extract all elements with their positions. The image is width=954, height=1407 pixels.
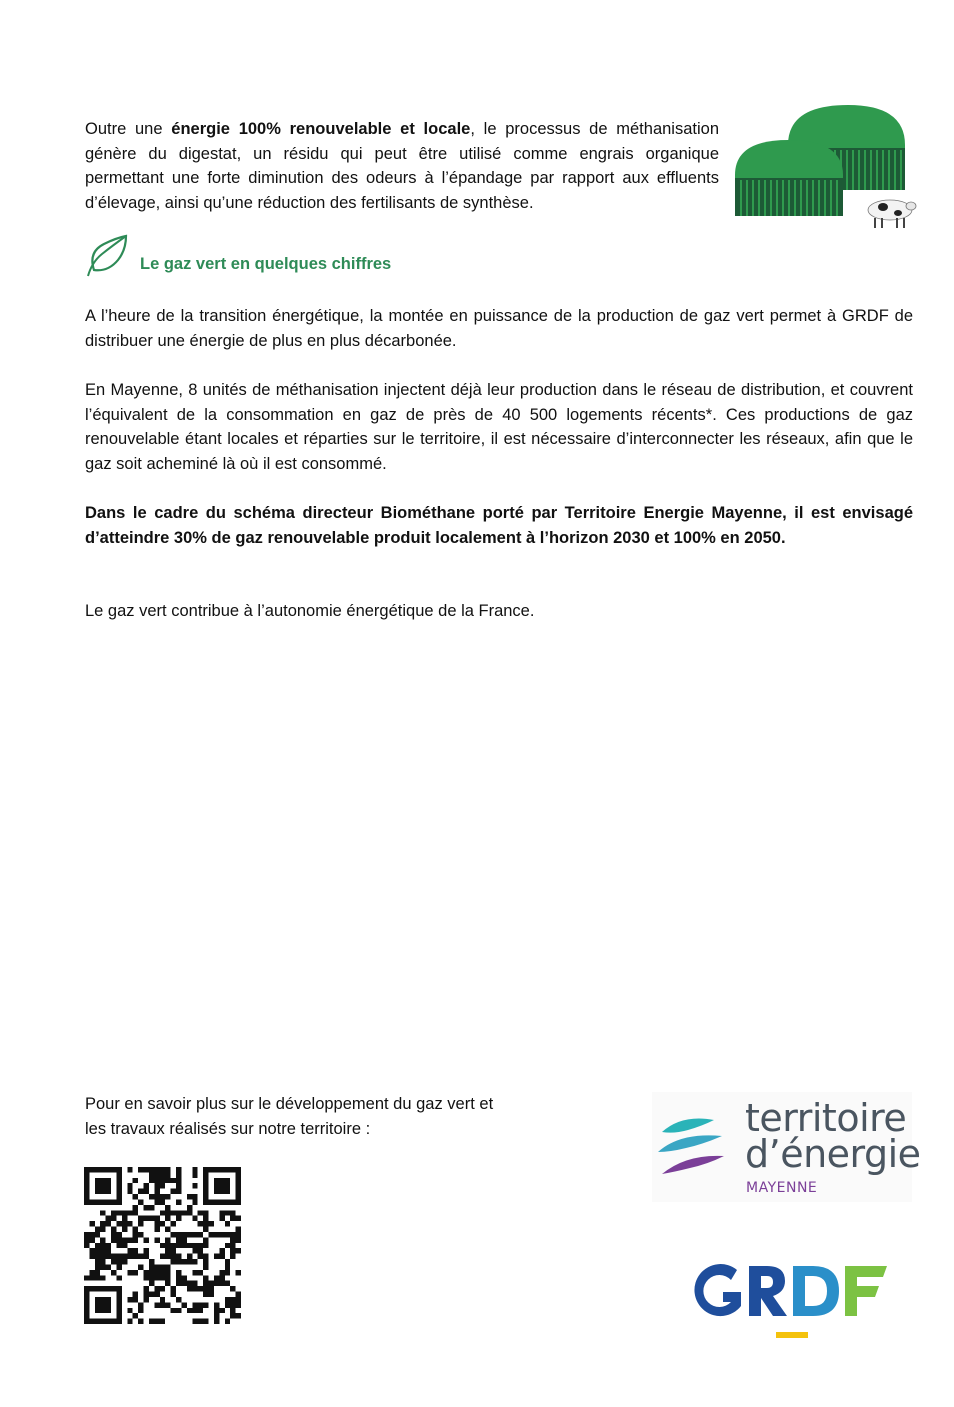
ted-line2: d’énergie [745, 1132, 921, 1176]
territoire-energie-logo [652, 1092, 921, 1202]
methanizer-illustration [733, 100, 918, 235]
leaf-icon [82, 232, 130, 280]
cow-icon [868, 200, 916, 228]
intro-bold: énergie 100% renouvelable et locale [171, 120, 471, 138]
ted-mayenne: MAYENNE [746, 1180, 818, 1196]
paragraph-transition: A l’heure de la transition énergétique, la montée en puissance de la production de gaz vert permet à GRDF de distribuer une énergie de plus en plus décarbonée. [85, 307, 913, 350]
qr-code[interactable] [84, 1167, 241, 1324]
section-title: Le gaz vert en quelques chiffres [140, 255, 392, 273]
paragraph-schema-directeur: Dans le cadre du schéma directeur Biométhane porté par Territoire Energie Mayenne, il est envisagé d’atteindre 30% de gaz renouvelable produit localement à l’horizon 2030 et 100% en 2050. [85, 504, 913, 547]
ted-wave-icon [652, 1102, 732, 1182]
ted-line1: territoire [745, 1096, 907, 1140]
paragraph-mayenne: En Mayenne, 8 unités de méthanisation injectent déjà leur production dans le réseau de distribution, et couvrent l’équivalent de la consommation en gaz de près de 40 500 logements récents*. Ces productions de gaz renouvelable étant locales et réparties sur le territoire, il est nécessaire d’interconnecter les réseaux, afin que le gaz soit acheminé là où il est consommé. [85, 381, 913, 473]
more-info-text: Pour en savoir plus sur le développement du gaz vert et les travaux réalisés sur notre territoire : [85, 1095, 494, 1138]
grdf-logo [693, 1258, 893, 1343]
paragraph-autonomie: Le gaz vert contribue à l’autonomie énergétique de la France. [85, 602, 535, 620]
intro-paragraph: Outre une énergie 100% renouvelable et locale, le processus de méthanisation génère du digestat, un résidu qui peut être utilisé comme engrais organique permettant une forte diminution des odeurs à l’épandage par rapport aux effluents d’élevage, ainsi qu’une réduction des fertilisants de synthèse. [85, 120, 719, 212]
